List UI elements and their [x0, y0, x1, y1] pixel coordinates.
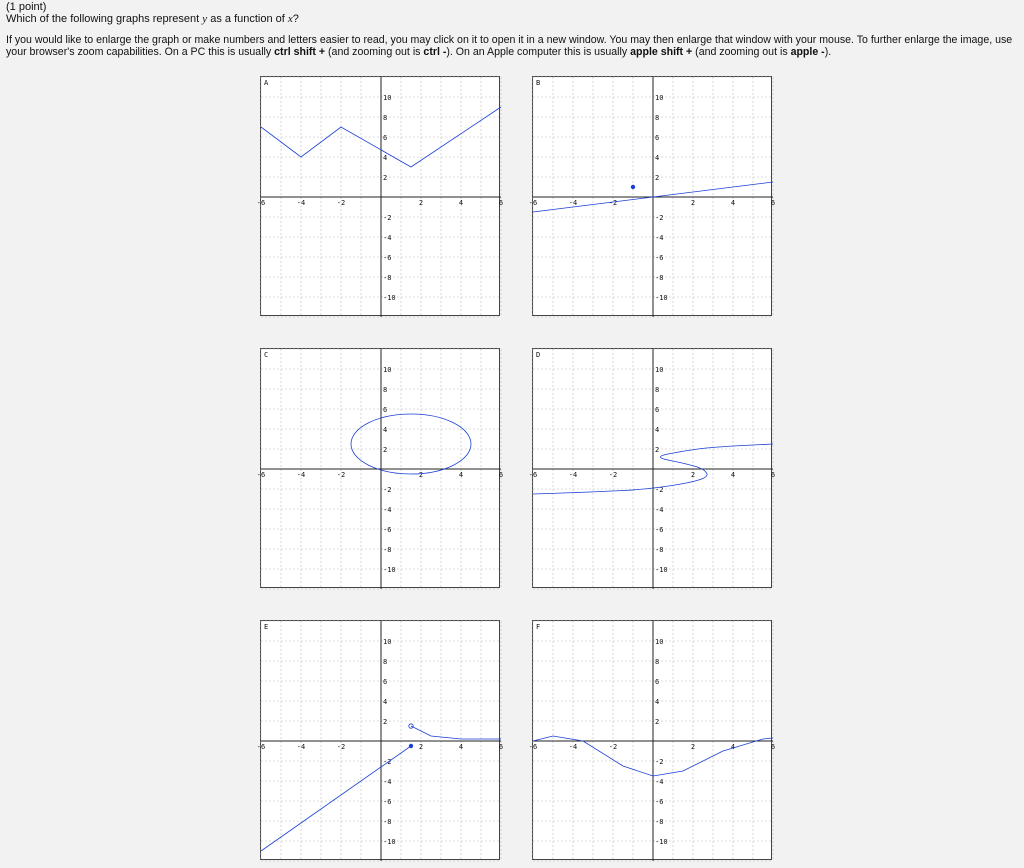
x-tick-label: -6	[256, 199, 266, 207]
graph-d[interactable]	[528, 348, 776, 588]
var-y: y	[202, 12, 208, 25]
y-tick-label: 6	[383, 678, 388, 686]
graph-d-letter: D	[536, 351, 541, 359]
x-tick-label: 2	[690, 199, 696, 207]
y-tick-label: -8	[383, 274, 392, 282]
question-part: ?	[292, 12, 299, 25]
x-tick-label: -6	[528, 471, 538, 479]
y-tick-label: -6	[655, 798, 664, 806]
curve	[411, 726, 501, 739]
x-tick-label: -6	[528, 743, 538, 751]
x-tick-label: -2	[608, 471, 618, 479]
y-tick-label: -4	[655, 234, 664, 242]
y-tick-label: 8	[383, 386, 388, 394]
y-tick-label: -6	[655, 526, 664, 534]
x-tick-label: 6	[498, 199, 504, 207]
y-tick-label: 8	[655, 386, 660, 394]
y-tick-label: -8	[655, 274, 664, 282]
y-tick-label: 2	[383, 718, 388, 726]
y-tick-label: -10	[383, 566, 396, 574]
graph-c-letter: C	[264, 351, 269, 359]
x-tick-label: -4	[568, 471, 578, 479]
y-tick-label: 6	[655, 406, 660, 414]
y-tick-label: 10	[383, 366, 392, 374]
y-tick-label: 4	[383, 154, 388, 162]
y-tick-label: -2	[655, 214, 664, 222]
y-tick-label: -8	[383, 818, 392, 826]
y-tick-label: 2	[383, 174, 388, 182]
graph-c-plot	[256, 349, 504, 589]
shortcut-zoom-out-pc: ctrl -	[423, 45, 447, 58]
y-tick-label: -2	[383, 486, 392, 494]
y-tick-label: 2	[383, 446, 388, 454]
y-tick-label: 6	[655, 678, 660, 686]
y-tick-label: 8	[655, 114, 660, 122]
y-tick-label: 2	[655, 718, 660, 726]
graph-e[interactable]	[256, 620, 504, 860]
x-tick-label: -2	[608, 199, 618, 207]
question-part: Which of the following graphs represent	[6, 12, 203, 25]
graph-c[interactable]	[256, 348, 504, 588]
x-tick-label: -2	[336, 743, 346, 751]
y-tick-label: 4	[655, 698, 660, 706]
y-tick-label: 10	[655, 366, 664, 374]
y-tick-label: -6	[383, 798, 392, 806]
x-tick-label: -6	[256, 471, 266, 479]
instr-part: ). On an Apple computer this is usually	[446, 45, 631, 58]
y-tick-label: -10	[383, 838, 396, 846]
y-tick-label: 8	[655, 658, 660, 666]
problem-header	[6, 2, 1020, 58]
instructions-text	[6, 35, 1020, 58]
x-tick-label: -4	[568, 199, 578, 207]
x-tick-label: 2	[690, 471, 696, 479]
x-tick-label: 4	[730, 471, 736, 479]
x-tick-label: 2	[418, 743, 424, 751]
x-tick-label: -4	[296, 743, 306, 751]
y-tick-label: 2	[655, 174, 660, 182]
instr-part: If you would like to enlarge the graph or make numbers and letters easier to read, you may click on it to open it in a new window. You may then enlarge that window with your mouse. To further enlarge the image, use your browser's zoom capabilities. On a PC this is usually	[6, 34, 1013, 58]
instr-part: ).	[824, 45, 832, 58]
x-tick-label: 2	[418, 199, 424, 207]
y-tick-label: 6	[383, 134, 388, 142]
shortcut-zoom-in-apple: apple shift +	[630, 45, 693, 58]
graph-b-plot	[528, 77, 776, 317]
y-tick-label: 4	[383, 698, 388, 706]
instr-part: (and zooming out is	[692, 45, 791, 58]
y-tick-label: -8	[655, 546, 664, 554]
y-tick-label: -2	[383, 214, 392, 222]
graph-f-plot	[528, 621, 776, 861]
y-tick-label: -10	[655, 838, 668, 846]
graph-a-plot	[256, 77, 504, 317]
x-tick-label: -4	[568, 743, 578, 751]
question-text	[6, 14, 1020, 26]
question-part: as a function of	[207, 12, 288, 25]
x-tick-label: 4	[458, 199, 464, 207]
x-tick-label: 4	[458, 471, 464, 479]
y-tick-label: -8	[383, 546, 392, 554]
y-tick-label: 2	[655, 446, 660, 454]
closed-point	[631, 185, 635, 189]
y-tick-label: 4	[383, 426, 388, 434]
y-tick-label: 4	[655, 154, 660, 162]
x-tick-label: -2	[608, 743, 618, 751]
y-tick-label: -4	[383, 506, 392, 514]
graph-d-plot	[528, 349, 776, 589]
x-tick-label: 6	[498, 743, 504, 751]
graph-a[interactable]	[256, 76, 504, 316]
y-tick-label: -10	[655, 294, 668, 302]
var-x: x	[287, 12, 293, 25]
y-tick-label: 10	[655, 94, 664, 102]
x-tick-label: -4	[296, 199, 306, 207]
x-tick-label: -4	[296, 471, 306, 479]
y-tick-label: 8	[383, 658, 388, 666]
y-tick-label: -6	[655, 254, 664, 262]
y-tick-label: -4	[383, 234, 392, 242]
x-tick-label: 6	[770, 743, 776, 751]
shortcut-zoom-in-pc: ctrl shift +	[274, 45, 326, 58]
y-tick-label: -10	[655, 566, 668, 574]
y-tick-label: 8	[383, 114, 388, 122]
graph-b[interactable]	[528, 76, 776, 316]
y-tick-label: 6	[383, 406, 388, 414]
y-tick-label: 10	[383, 94, 392, 102]
x-tick-label: 4	[730, 199, 736, 207]
graph-e-letter: E	[264, 623, 269, 631]
y-tick-label: -2	[655, 758, 664, 766]
graph-a-letter: A	[264, 79, 269, 87]
y-tick-label: -10	[383, 294, 396, 302]
y-tick-label: -4	[655, 506, 664, 514]
x-tick-label: 6	[770, 199, 776, 207]
y-tick-label: -6	[383, 526, 392, 534]
x-tick-label: 6	[770, 471, 776, 479]
y-tick-label: -2	[383, 758, 392, 766]
x-tick-label: -2	[336, 199, 346, 207]
x-tick-label: 6	[498, 471, 504, 479]
y-tick-label: -8	[655, 818, 664, 826]
y-tick-label: 10	[655, 638, 664, 646]
graph-b-letter: B	[536, 79, 541, 87]
graph-f-letter: F	[536, 623, 541, 631]
x-tick-label: 2	[690, 743, 696, 751]
curve	[351, 414, 471, 474]
y-tick-label: 10	[383, 638, 392, 646]
y-tick-label: -6	[383, 254, 392, 262]
y-tick-label: 6	[655, 134, 660, 142]
y-tick-label: -4	[655, 778, 664, 786]
x-tick-label: -6	[256, 743, 266, 751]
y-tick-label: -2	[655, 486, 664, 494]
x-tick-label: -6	[528, 199, 538, 207]
x-tick-label: -2	[336, 471, 346, 479]
graph-e-plot	[256, 621, 504, 861]
instr-part: (and zooming out is	[325, 45, 424, 58]
x-tick-label: 4	[458, 743, 464, 751]
graph-f[interactable]	[528, 620, 776, 860]
points-label: (1 point)	[6, 1, 47, 13]
x-tick-label: 4	[730, 743, 736, 751]
y-tick-label: 4	[655, 426, 660, 434]
y-tick-label: -4	[383, 778, 392, 786]
x-tick-label: 2	[418, 471, 424, 479]
closed-point	[409, 744, 413, 748]
shortcut-zoom-out-apple: apple -	[790, 45, 825, 58]
